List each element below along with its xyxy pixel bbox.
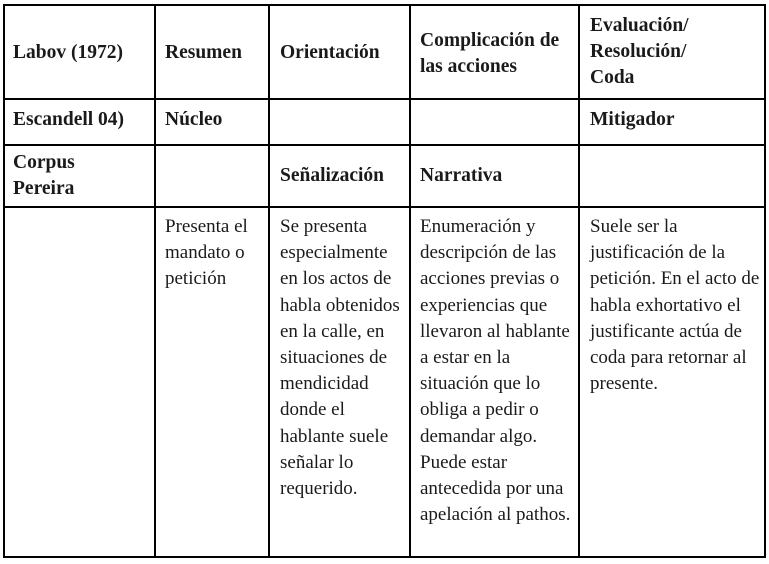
column-divider — [409, 4, 411, 558]
table-cell: Suele ser la justificación de la petición. En el acto de habla exhortativo el justificante actúa de coda para retornar al presente. — [590, 216, 760, 395]
table-border-right — [764, 4, 766, 558]
column-divider — [578, 4, 580, 558]
column-divider — [268, 4, 270, 558]
row-divider — [3, 98, 766, 100]
row-label: Escandell 04) — [13, 109, 125, 130]
column-divider — [154, 4, 156, 558]
table-cell: Narrativa — [420, 165, 503, 186]
table-cell: Resumen — [165, 42, 242, 63]
table-cell: Presenta el mandato o petición — [165, 216, 248, 290]
table-cell: Se presenta especialmente en los actos de habla obtenidos en la calle, en situaciones de mendicidad donde el hablante suele señalar lo requerido. — [280, 216, 400, 500]
table-cell: Complicación de las acciones — [420, 30, 560, 77]
table-border-bottom — [3, 556, 766, 558]
table-cell: Señalización — [280, 165, 385, 186]
table-cell: Orientación — [280, 42, 380, 63]
row-label: Corpus Pereira — [13, 152, 75, 199]
table-border-left — [3, 4, 5, 558]
table-cell: Enumeración y descripción de las acciones previas o experiencias que llevaron al hablante a estar en la situación que lo obliga a pedir o demandar algo. Puede estar antecedida por una apelación al pathos. — [420, 216, 571, 526]
row-divider — [3, 206, 766, 208]
row-divider — [3, 144, 766, 146]
table-cell: Núcleo — [165, 109, 223, 130]
table-cell: Mitigador — [590, 109, 675, 130]
table-cell: Evaluación/ Resolución/ Coda — [590, 15, 689, 88]
row-label: Labov (1972) — [13, 42, 123, 63]
table-border-top — [3, 4, 766, 6]
